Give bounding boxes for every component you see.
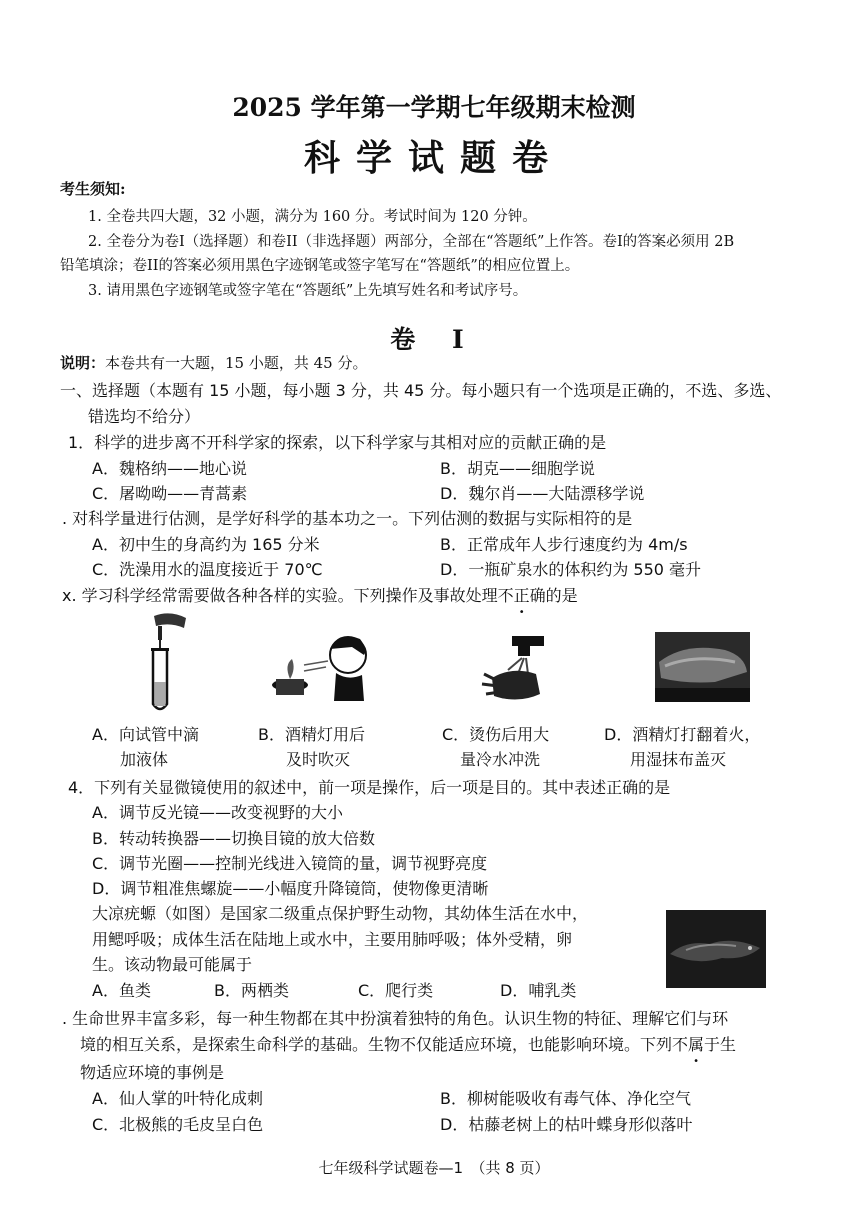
exam-title: 2025 学年第一学期七年级期末检测 [232,93,636,122]
question-5-stem-line3: 生。该动物最可能属于 [92,955,253,974]
question-6-stem-line3: 物适应环境的事例是 [80,1063,225,1082]
question-6-stem-emphasis: 不属于 [672,1035,721,1054]
question-6-stem-line2-suffix: 生 [720,1035,737,1054]
question-3-stem-emphasis: 不正确 [497,586,546,605]
question-6-option-c: C．北极熊的毛皮呈白色 [92,1115,264,1134]
section-explain [60,352,368,373]
question-4-stem: 4．下列有关显微镜使用的叙述中，前一项是操作，后一项是目的。其中表述正确的是 [68,778,671,797]
notice-item-2-cont: 铅笔填涂；卷II的答案必须用黑色字迹钢笔或签字笔写在“答题纸”的相应位置上。 [60,258,580,274]
notice-heading: 考生须知: [60,180,126,198]
question-3-option-a-line1: A．向试管中滴 [92,725,199,744]
question-6-option-b: B．柳树能吸收有毒气体、净化空气 [440,1089,691,1108]
question-5-stem-line1: 大凉疣螈（如图）是国家二级重点保护野生动物，其幼体生活在水中， [92,904,589,923]
question-3-option-c-line2: 量冷水冲洗 [460,750,541,769]
notice-item-1: 1. 全卷共四大题，32 小题，满分为 160 分。考试时间为 120 分钟。 [88,209,537,225]
question-6-stem-line1: . 生命世界丰富多彩，每一种生物都在其中扮演着独特的角色。认识生物的特征、理解它们与环 [62,1009,729,1028]
question-4-option-c: C．调节光圈——控制光线进入镜筒的量，调节视野亮度 [92,854,488,873]
question-6-option-d: D．枯藤老树上的枯叶蝶身形似落叶 [440,1115,693,1134]
question-5-stem-line2: 用鳃呼吸；成体生活在陆地上或水中，主要用肺呼吸；体外受精，卵 [92,930,573,949]
question-3-stem-prefix: ⅹ. 学习科学经常需要做各种各样的实验。下列操作及事故处理 [62,586,498,605]
dropper-test-tube-image [140,612,200,717]
notice-item-2: 2. 全卷分为卷I（选择题）和卷II（非选择题）两部分，全部在“答题纸”上作答。卷I的答案必须用 2B [88,234,735,250]
question-4-option-d: D．调节粗准焦螺旋——小幅度升降镜筒，使物像更清晰 [92,879,489,898]
question-3-option-d-line1: D．酒精灯打翻着火， [604,725,761,744]
damp-cloth-fire-image [655,632,750,702]
salamander-photo [666,910,766,988]
question-3-option-a [92,722,199,772]
question-5-option-c: C．爬行类 [358,981,434,1000]
page-footer: 七年级科学试题卷—1 （共 8 页） [318,1159,550,1177]
question-3-option-d-line2: 用湿抹布盖灭 [630,750,727,769]
question-6-stem-line2-prefix: 境的相互关系，是探索生命科学的基础。生物不仅能适应环境，也能影响环境。下列 [80,1035,673,1054]
question-1-option-c: C．屠呦呦——青蒿素 [92,484,248,503]
question-5-option-a: A．鱼类 [92,981,151,1000]
question-3-option-c [442,722,549,772]
question-5-option-d: D．哺乳类 [500,981,577,1000]
question-1-option-b: B．胡克——细胞学说 [440,459,595,478]
explain-text: 本卷共有一大题，15 小题，共 45 分。 [105,354,368,372]
question-4-option-b: B．转动转换器——切换目镜的放大倍数 [92,829,375,848]
question-2-stem: . 对科学量进行估测，是学好科学的基本功之一。下列估测的数据与实际相符的是 [62,509,633,528]
question-3-stem-suffix: 的是 [545,586,578,605]
question-2-option-a: A．初中生的身高约为 165 分米 [92,535,320,554]
blow-out-lamp-image [268,625,378,705]
question-2-option-c: C．洗澡用水的温度接近于 70℃ [92,560,323,579]
question-1-option-a: A．魏格纳——地心说 [92,459,247,478]
question-5-option-b: B．两栖类 [214,981,289,1000]
part-heading: 一、选择题（本题有 15 小题，每小题 3 分，共 45 分。每小题只有一个选项是正确的，不选、多选、 [60,381,782,400]
exam-subtitle: 科学试题卷 [303,137,564,179]
question-3-option-a-line2: 加液体 [120,750,169,769]
question-3-stem [62,583,578,606]
question-3-option-b-line1: B．酒精灯用后 [258,725,365,744]
question-3-option-b-line2: 及时吹灭 [286,750,351,769]
notice-item-3: 3. 请用黑色字迹钢笔或签字笔在“答题纸”上先填写姓名和考试序号。 [88,283,528,299]
section-title: 卷 I [390,325,478,354]
part-heading-cont: 错选均不给分） [88,407,201,426]
question-1-option-d: D．魏尔肖——大陆漂移学说 [440,484,645,503]
question-4-option-a: A．调节反光镜——改变视野的大小 [92,803,343,822]
question-2-option-b: B．正常成年人步行速度约为 4m/s [440,535,688,554]
question-6-stem-line2 [80,1032,736,1055]
question-2-option-d: D．一瓶矿泉水的体积约为 550 毫升 [440,560,702,579]
question-3-option-d [604,722,760,772]
question-3-option-b [258,722,365,772]
cold-water-burn-image [478,630,558,710]
question-1-stem: 1．科学的进步离不开科学家的探索，以下科学家与其相对应的贡献正确的是 [68,433,607,452]
question-3-option-c-line1: C．烫伤后用大 [442,725,550,744]
question-6-option-a: A．仙人掌的叶特化成刺 [92,1089,263,1108]
explain-label: 说明： [60,354,106,372]
